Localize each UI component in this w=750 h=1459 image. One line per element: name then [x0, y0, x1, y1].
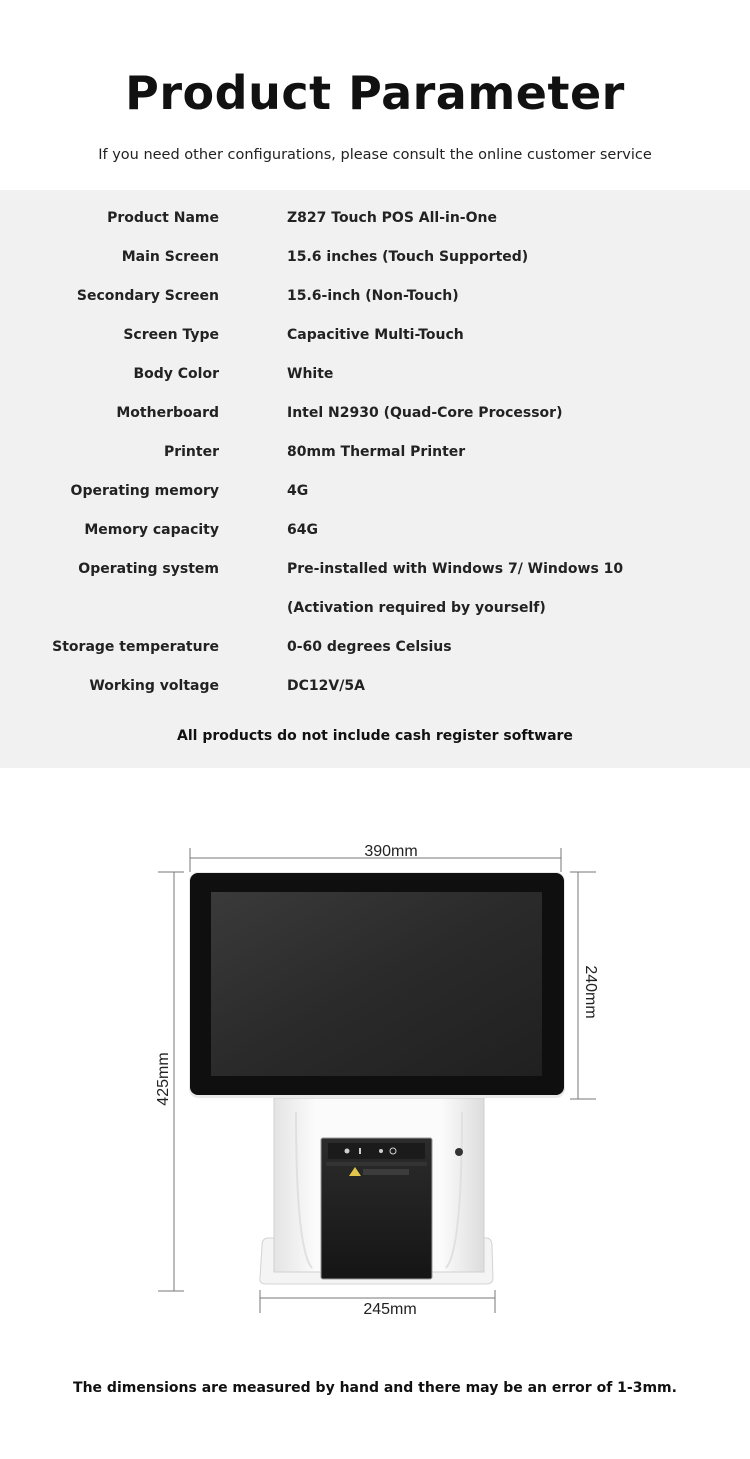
spec-label: Memory capacity	[84, 522, 219, 538]
spec-row	[0, 405, 750, 429]
spec-row	[0, 600, 750, 624]
spec-label: Motherboard	[116, 405, 219, 421]
spec-row	[0, 678, 750, 702]
spec-row	[0, 444, 750, 468]
product-dimension-diagram	[0, 830, 750, 1330]
spec-label: Main Screen	[121, 249, 219, 265]
spec-row	[0, 639, 750, 663]
spec-value: 0-60 degrees Celsius	[287, 639, 452, 655]
pos-monitor	[189, 872, 565, 1098]
width-top-label: 390mm	[364, 843, 418, 860]
spec-row	[0, 522, 750, 546]
spec-value: Capacitive Multi-Touch	[287, 327, 464, 343]
spec-label: Operating system	[78, 561, 219, 577]
base-width-label: 245mm	[363, 1301, 417, 1318]
spec-value: 80mm Thermal Printer	[287, 444, 466, 460]
spec-value: (Activation required by yourself)	[287, 600, 546, 616]
side-port-icon	[455, 1148, 463, 1156]
spec-value: White	[287, 366, 334, 382]
page-title: Product Parameter	[125, 66, 625, 120]
page-subtitle: If you need other configurations, please consult the online customer service	[98, 147, 652, 163]
spec-label: Operating memory	[70, 483, 219, 499]
spec-label: Printer	[163, 444, 219, 460]
measurement-note: The dimensions are measured by hand and there may be an error of 1-3mm.	[73, 1380, 677, 1396]
spec-label: Body Color	[133, 366, 219, 382]
spec-value: 15.6-inch (Non-Touch)	[287, 288, 459, 304]
spec-row	[0, 561, 750, 585]
spec-row	[0, 210, 750, 234]
spec-label: Product Name	[107, 210, 219, 226]
spec-label: Storage temperature	[52, 639, 219, 655]
spec-label: Working voltage	[89, 678, 219, 694]
spec-value: Intel N2930 (Quad-Core Processor)	[287, 405, 563, 421]
spec-row	[0, 288, 750, 312]
spec-row	[0, 249, 750, 273]
spec-table	[0, 190, 750, 768]
printer-indicator-icon	[345, 1149, 350, 1154]
software-note: All products do not include cash register software	[177, 728, 573, 744]
spec-label: Screen Type	[123, 327, 219, 343]
spec-row	[0, 483, 750, 507]
spec-label: Secondary Screen	[76, 288, 219, 304]
total-height-label: 425mm	[155, 1052, 172, 1106]
spec-value: 64G	[287, 522, 318, 538]
spec-value: DC12V/5A	[287, 678, 365, 694]
spec-value: Pre-installed with Windows 7/ Windows 10	[287, 561, 624, 577]
printer-module	[321, 1138, 432, 1279]
spec-row	[0, 327, 750, 351]
screen-height-label: 240mm	[582, 965, 599, 1019]
spec-value: Z827 Touch POS All-in-One	[287, 210, 497, 226]
spec-value: 4G	[287, 483, 309, 499]
spec-value: 15.6 inches (Touch Supported)	[287, 249, 529, 265]
spec-row	[0, 366, 750, 390]
